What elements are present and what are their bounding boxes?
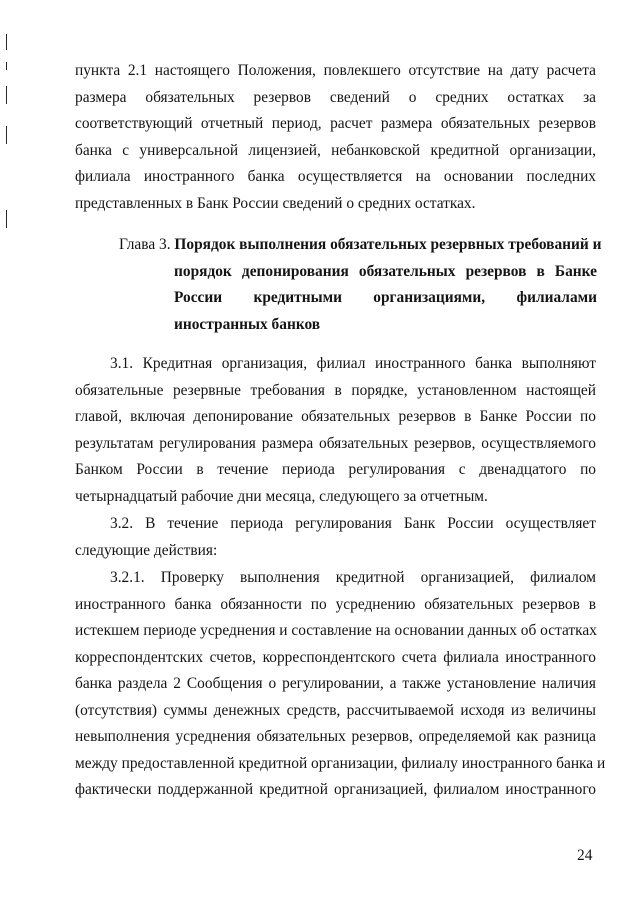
text-line: представленных в Банк России сведений о средних остатках. [75,194,476,212]
text-line: невыполнения усреднения обязательных резервов, определяемой как разница [75,728,596,745]
text-line: между предоставленной кредитной организации, филиалу иностранного банка и [75,754,606,772]
scan-artifact-line [6,210,7,228]
scan-artifact-line [6,126,7,144]
text-line: истекшем периоде усреднения и составление на основании данных об остатках [75,622,597,639]
section-3-2 [75,511,596,564]
page-number: 24 [577,847,593,864]
text-line: пункта 2.1 настоящего Положения, повлекшего отсутствие на дату расчета [75,62,596,79]
text-line: 3.1. Кредитная организация, филиал иностранного банка выполняют [110,355,596,372]
section-3-1 [75,351,596,510]
text-line: размера обязательных резервов сведений о средних остатках за [75,88,596,106]
chapter-heading-first-line [119,232,602,259]
text-line: фактически поддержанной кредитной организацией, филиалом иностранного [75,781,596,798]
scan-artifact-line [6,86,7,104]
text-line: Банком России в течение периода регулирования с двенадцатого по [75,461,596,478]
text-line: результатам регулирования размера обязательных резервов, осуществляемого [75,434,596,452]
text-line: четырнадцатый рабочие дни месяца, следующего за отчетным. [75,487,488,505]
text-line: (отсутствия) суммы денежных средств, рассчитываемой исходя из величины [75,701,596,719]
intro-paragraph [75,58,596,217]
text-line: банка с универсальной лицензией, небанковской кредитной организации, [75,141,596,159]
chapter-title-line: порядок депонирования обязательных резервов в Банке [174,262,597,280]
chapter-title-line: Порядок выполнения обязательных резервных требований и [174,236,602,253]
text-line: 3.2. В течение периода регулирования Банк России осуществляет [110,515,596,532]
text-line: 3.2.1. Проверку выполнения кредитной организацией, филиалом [110,569,596,586]
chapter-number: Глава 3. [119,236,171,253]
text-line: соответствующий отчетный период, расчет размера обязательных резервов [75,115,596,132]
text-line: главой, включая депонирование обязательных резервов в Банке России по [75,408,596,425]
text-line: банка раздела 2 Сообщения о регулировании, а также установление наличия [75,675,596,692]
text-line: следующие действия: [75,541,218,559]
chapter-title-line: России кредитными организациями, филиалами [174,289,597,306]
chapter-title-line: иностранных банков [174,315,321,333]
section-3-2-1 [75,565,606,804]
scan-artifact-line [6,62,7,70]
text-line: обязательные резервные требования в порядке, установленном настоящей [75,381,596,399]
text-line: филиала иностранного банка осуществляется на основании последних [75,168,596,185]
chapter-heading [119,232,602,338]
text-line: иностранного банка обязанности по усреднению обязательных резервов в [75,595,596,613]
text-line: корреспондентских счетов, корреспондентского счета филиала иностранного [75,648,596,666]
scan-artifact-line [6,34,7,50]
